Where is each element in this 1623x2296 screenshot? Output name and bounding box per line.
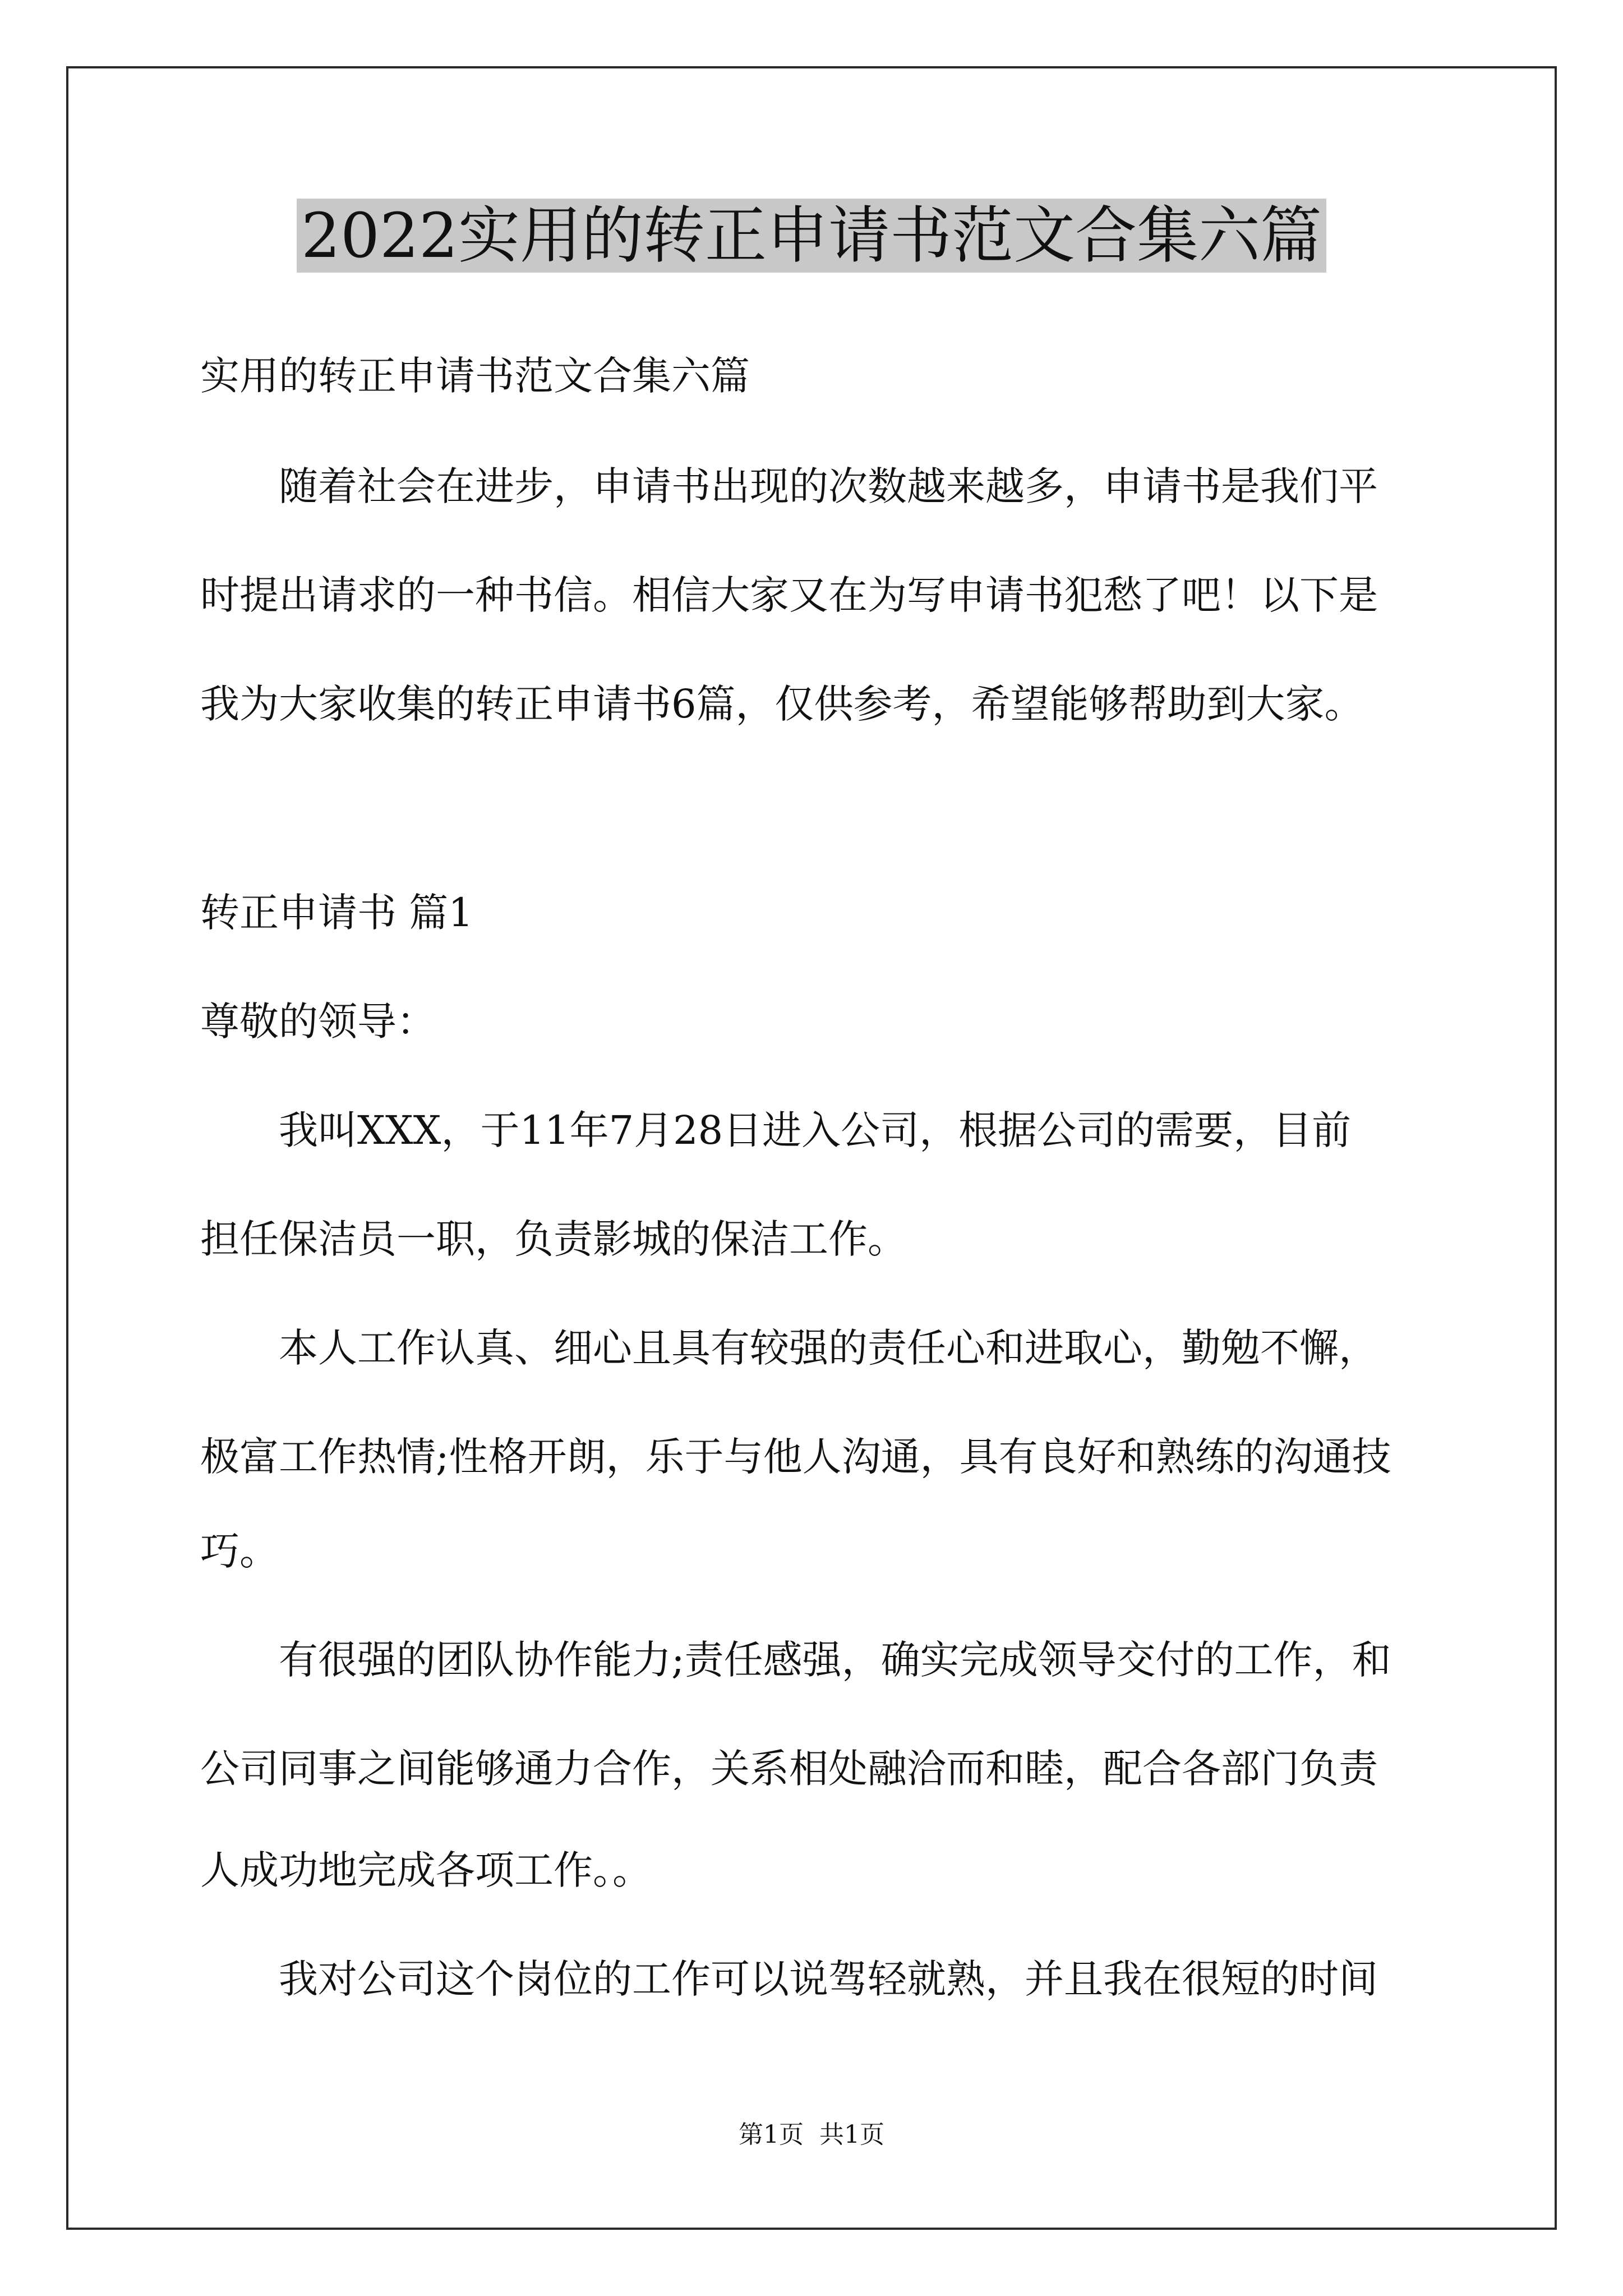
page-footer [0,2118,1623,2152]
document-title-text: 2022实用的转正申请书范文合集六篇 [297,199,1326,273]
body-line-4: 极富工作热情;性格开朗，乐于与他人沟通，具有良好和熟练的沟通技 [200,1434,1391,1480]
section-heading: 转正申请书 篇1 [200,890,473,936]
intro-line-3: 我为大家收集的转正申请书6篇，仅供参考，希望能够帮助到大家。 [200,681,1364,727]
document-title [0,196,1623,275]
body-line-7: 公司同事之间能够通力合作，关系相处融洽而和睦，配合各部门负责 [200,1746,1378,1792]
salutation: 尊敬的领导： [200,999,436,1045]
page-number: 第1页 [739,2120,804,2149]
body-line-1: 我叫XXX，于11年7月28日进入公司，根据公司的需要，目前 [279,1107,1352,1153]
body-line-3: 本人工作认真、细心且具有较强的责任心和进取心，勤勉不懈， [279,1325,1378,1371]
body-line-5: 巧。 [200,1528,279,1574]
body-line-9: 我对公司这个岗位的工作可以说驾轻就熟，并且我在很短的时间 [279,1956,1378,2002]
intro-line-1: 随着社会在进步，申请书出现的次数越来越多，申请书是我们平 [279,463,1378,509]
body-line-8: 人成功地完成各项工作。。 [200,1847,652,1893]
document-subtitle: 实用的转正申请书范文合集六篇 [200,353,750,399]
page-total: 共1页 [819,2120,884,2149]
body-line-6: 有很强的团队协作能力;责任感强，确实完成领导交付的工作，和 [279,1637,1391,1683]
body-line-2: 担任保洁员一职，负责影城的保洁工作。 [200,1216,907,1262]
intro-line-2: 时提出请求的一种书信。相信大家又在为写申请书犯愁了吧！以下是 [200,572,1378,618]
